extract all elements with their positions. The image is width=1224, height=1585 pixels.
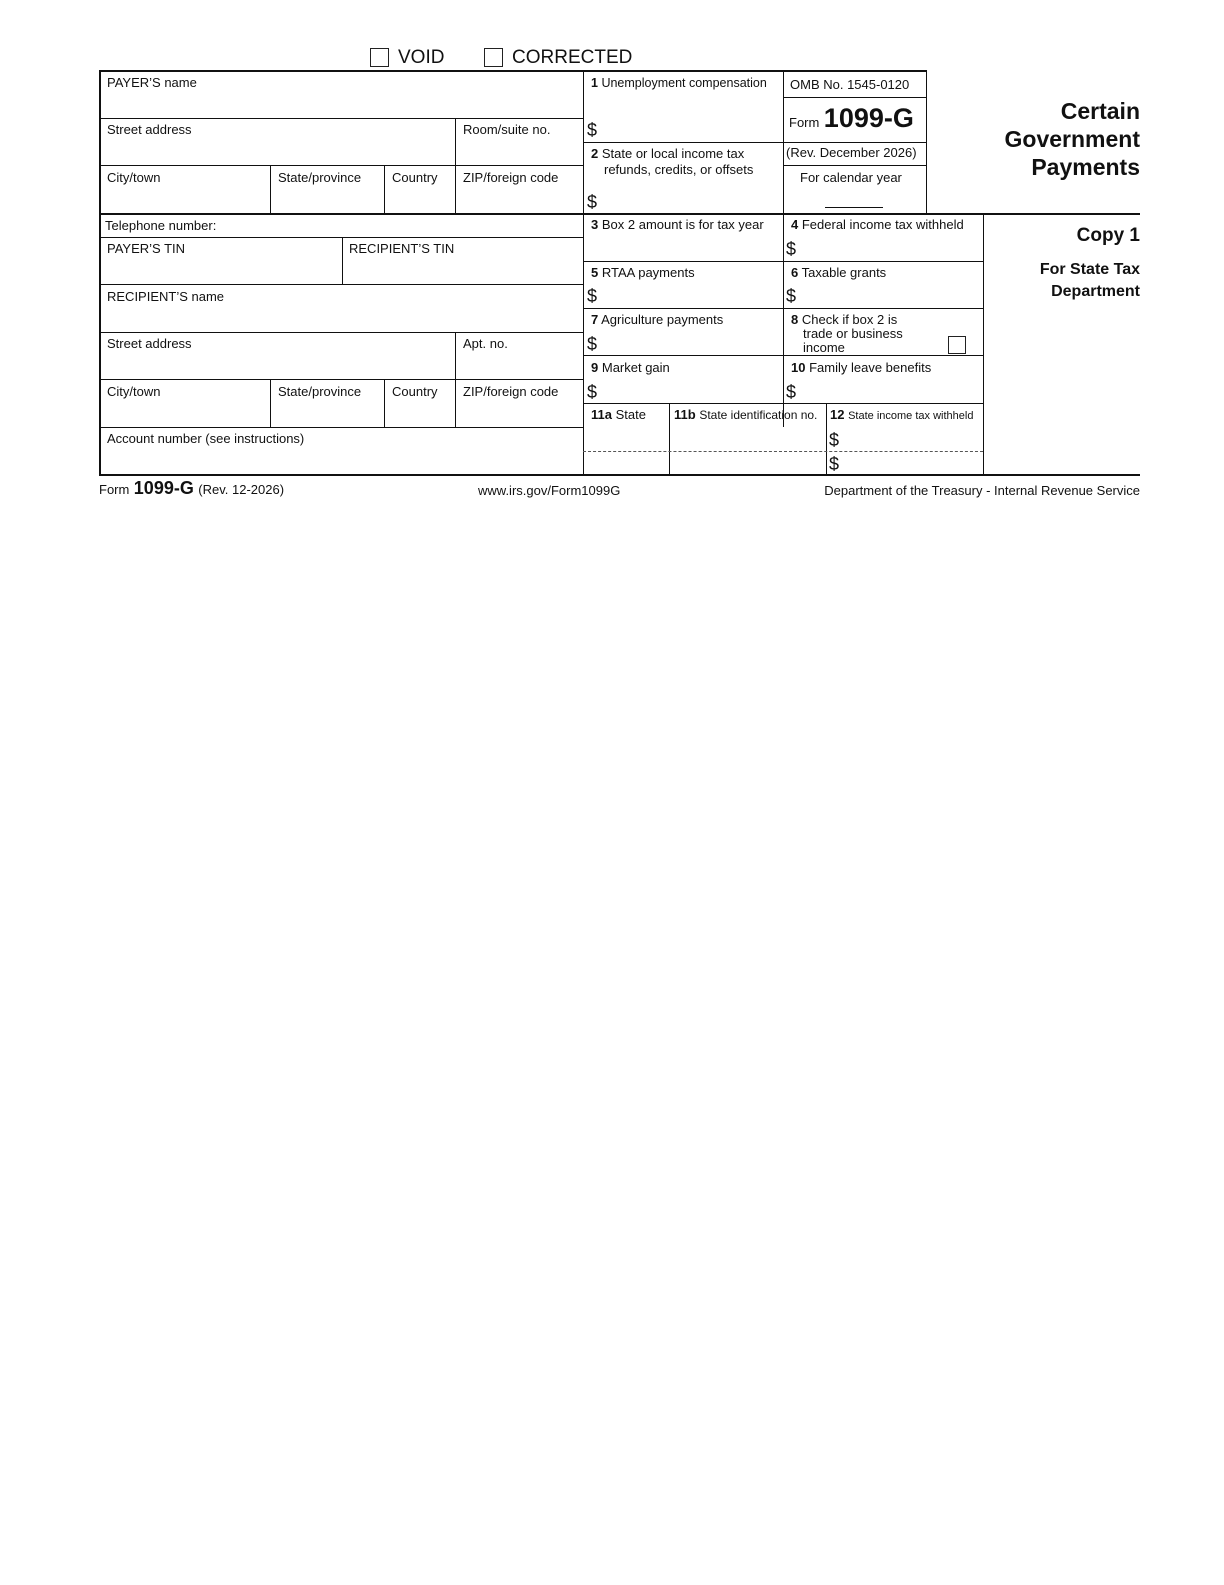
box3-label: 3 Box 2 amount is for tax year — [591, 217, 764, 232]
payer-country-label: Country — [392, 170, 438, 185]
box8-label-line2: trade or business — [803, 326, 903, 341]
box12-dollar-2: $ — [829, 454, 840, 474]
box4-dollar: $ — [786, 239, 797, 259]
account-number-label: Account number (see instructions) — [107, 431, 305, 446]
omb-number: OMB No. 1545-0120 — [790, 77, 910, 92]
recipient-state-label: State/province — [278, 384, 362, 399]
box8-label-line3: income — [803, 340, 845, 355]
footer-agency: Department of the Treasury - Internal Revenue Service — [824, 483, 1140, 498]
recipient-tin-label: RECIPIENT’S TIN — [349, 241, 455, 256]
box8-checkbox[interactable] — [948, 336, 966, 354]
calendar-year-label: For calendar year — [800, 170, 902, 185]
payer-street-label: Street address — [107, 122, 192, 137]
recipient-apt-label: Apt. no. — [463, 336, 508, 351]
calendar-year-blank[interactable] — [825, 207, 883, 208]
form-title: Form 1099-G — [789, 103, 914, 133]
payer-telephone-label: Telephone number: — [105, 218, 217, 233]
box12-label: 12 State income tax withheld — [830, 407, 974, 422]
recipient-street-label: Street address — [107, 336, 192, 351]
payer-tin-label: PAYER’S TIN — [107, 241, 186, 256]
box9-label: 9 Market gain — [591, 360, 670, 375]
copy-destination: For State Tax Department — [1039, 261, 1140, 300]
corrected-label: CORRECTED — [512, 47, 633, 68]
box2-dollar: $ — [587, 192, 598, 212]
box6-dollar: $ — [786, 286, 797, 306]
footer-form-id: Form 1099-G (Rev. 12-2026) — [99, 478, 285, 498]
box8-label: 8 Check if box 2 is — [791, 312, 898, 327]
void-label: VOID — [398, 47, 445, 68]
box10-dollar: $ — [786, 382, 797, 402]
box9-dollar: $ — [587, 382, 598, 402]
footer-url[interactable]: www.irs.gov/Form1099G — [478, 483, 621, 498]
void-checkbox[interactable] — [370, 48, 389, 67]
box5-label: 5 RTAA payments — [591, 265, 695, 280]
box2-label: 2 State or local income tax — [591, 146, 745, 161]
box4-label: 4 Federal income tax withheld — [791, 217, 964, 232]
box1-label: 1 Unemployment compensation — [591, 76, 767, 90]
box7-label: 7 Agriculture payments — [591, 312, 724, 327]
box7-dollar: $ — [587, 334, 598, 354]
form-heading: Certain Government Payments — [1004, 98, 1140, 180]
payer-city-label: City/town — [107, 170, 161, 185]
box10-label: 10 Family leave benefits — [791, 360, 932, 375]
box1-dollar: $ — [587, 120, 598, 140]
payer-room-label: Room/suite no. — [463, 122, 551, 137]
box11b-label: 11b State identification no. — [674, 407, 818, 422]
payer-zip-label: ZIP/foreign code — [463, 170, 559, 185]
payer-state-label: State/province — [278, 170, 362, 185]
recipient-name-label: RECIPIENT’S name — [107, 289, 225, 304]
corrected-checkbox[interactable] — [484, 48, 503, 67]
box11a-label: 11a State — [591, 407, 646, 422]
recipient-zip-label: ZIP/foreign code — [463, 384, 559, 399]
box5-dollar: $ — [587, 286, 598, 306]
box6-label: 6 Taxable grants — [791, 265, 887, 280]
omb-revision: (Rev. December 2026) — [786, 145, 917, 160]
box2-label-line2: refunds, credits, or offsets — [604, 162, 754, 177]
recipient-country-label: Country — [392, 384, 438, 399]
payer-name-label: PAYER’S name — [107, 75, 197, 90]
box12-dollar-1: $ — [829, 430, 840, 450]
copy-label: Copy 1 — [1076, 225, 1140, 246]
recipient-city-label: City/town — [107, 384, 161, 399]
